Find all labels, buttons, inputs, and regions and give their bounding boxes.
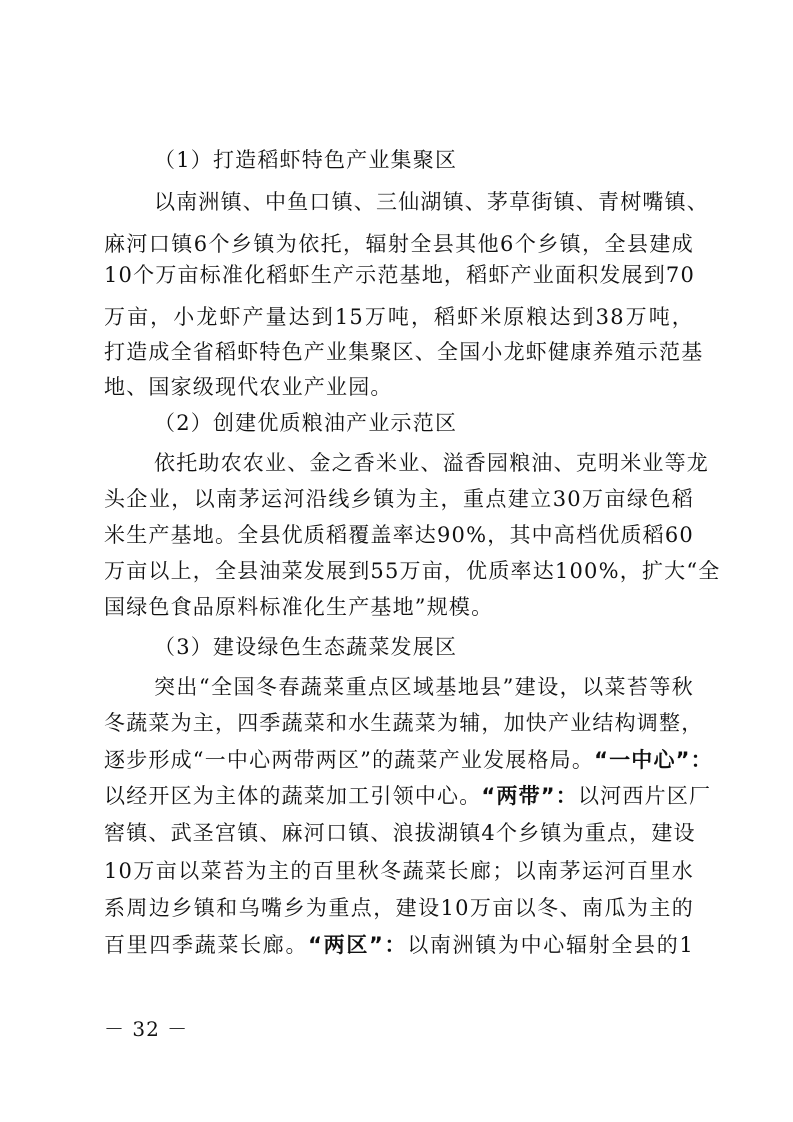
paragraph-3-line-8 xyxy=(104,930,694,960)
paragraph-3-line-4-text: 以经开区为主体的蔬菜加工引领中心。 xyxy=(104,784,482,808)
paragraph-3-line-4 xyxy=(104,781,712,811)
paragraph-1-line-3: 10个万亩标准化稻虾生产示范基地，稻虾产业面积发展到70 xyxy=(104,263,696,287)
paragraph-1-line-5: 打造成全省稻虾特色产业集聚区、全国小龙虾健康养殖示范基 xyxy=(104,340,704,364)
paragraph-1-line-1: 以南洲镇、中鱼口镇、三仙湖镇、茅草街镇、青树嘴镇、 xyxy=(154,190,709,214)
paragraph-3-line-6: 10万亩以菜苔为主的百里秋冬蔬菜长廊；以南茅运河百里水 xyxy=(104,859,694,883)
section-heading-1: （1）打造稻虾特色产业集聚区 xyxy=(154,148,458,172)
paragraph-1-line-6: 地、国家级现代农业产业园。 xyxy=(104,375,393,399)
paragraph-1-line-2: 麻河口镇6个乡镇为依托，辐射全县其他6个乡镇，全县建成 xyxy=(104,232,694,256)
paragraph-3-line-4-tail: 以河西片区厂 xyxy=(578,784,712,808)
highlight-two-zones: “两区”： xyxy=(308,933,408,957)
paragraph-3-line-1: 突出“全国冬春蔬菜重点区域基地县”建设，以菜苔等秋 xyxy=(154,675,694,699)
paragraph-3-line-8-text: 百里四季蔬菜长廊。 xyxy=(104,933,309,957)
section-heading-3: （3）建设绿色生态蔬菜发展区 xyxy=(154,635,458,659)
highlight-two-belts: “两带”： xyxy=(481,784,579,808)
paragraph-2-line-3: 米生产基地。全县优质稻覆盖率达90%，其中高档优质稻60 xyxy=(104,523,694,547)
section-heading-2: （2）创建优质粮油产业示范区 xyxy=(154,411,458,435)
paragraph-3-line-7: 系周边乡镇和乌嘴乡为重点，建设10万亩以冬、南瓜为主的 xyxy=(104,896,694,920)
paragraph-3-line-5: 窖镇、武圣宫镇、麻河口镇、浪拔湖镇4个乡镇为重点，建设 xyxy=(104,821,696,845)
paragraph-2-line-1: 依托助农农业、金之香米业、溢香园粮油、克明米业等龙 xyxy=(154,451,709,475)
paragraph-2-line-2: 头企业，以南茅运河沿线乡镇为主，重点建立30万亩绿色稻 xyxy=(104,487,694,511)
highlight-one-center: “一中心”： xyxy=(594,748,713,772)
paragraph-3-line-3-text: 逐步形成“一中心两带两区”的蔬菜产业发展格局。 xyxy=(104,748,595,772)
paragraph-2-line-4: 万亩以上，全县油菜发展到55万亩，优质率达100%，扩大“全 xyxy=(104,559,721,583)
paragraph-3-line-3 xyxy=(104,745,713,775)
page-number: － 32 － xyxy=(104,1017,189,1041)
paragraph-3-line-8-tail: 以南洲镇为中心辐射全县的1 xyxy=(407,933,694,957)
paragraph-2-line-5: 国绿色食品原料标准化生产基地”规模。 xyxy=(104,595,494,619)
paragraph-3-line-2: 冬蔬菜为主，四季蔬菜和水生蔬菜为辅，加快产业结构调整， xyxy=(104,711,704,735)
paragraph-1-line-4: 万亩，小龙虾产量达到15万吨，稻虾米原粮达到38万吨， xyxy=(104,305,694,329)
